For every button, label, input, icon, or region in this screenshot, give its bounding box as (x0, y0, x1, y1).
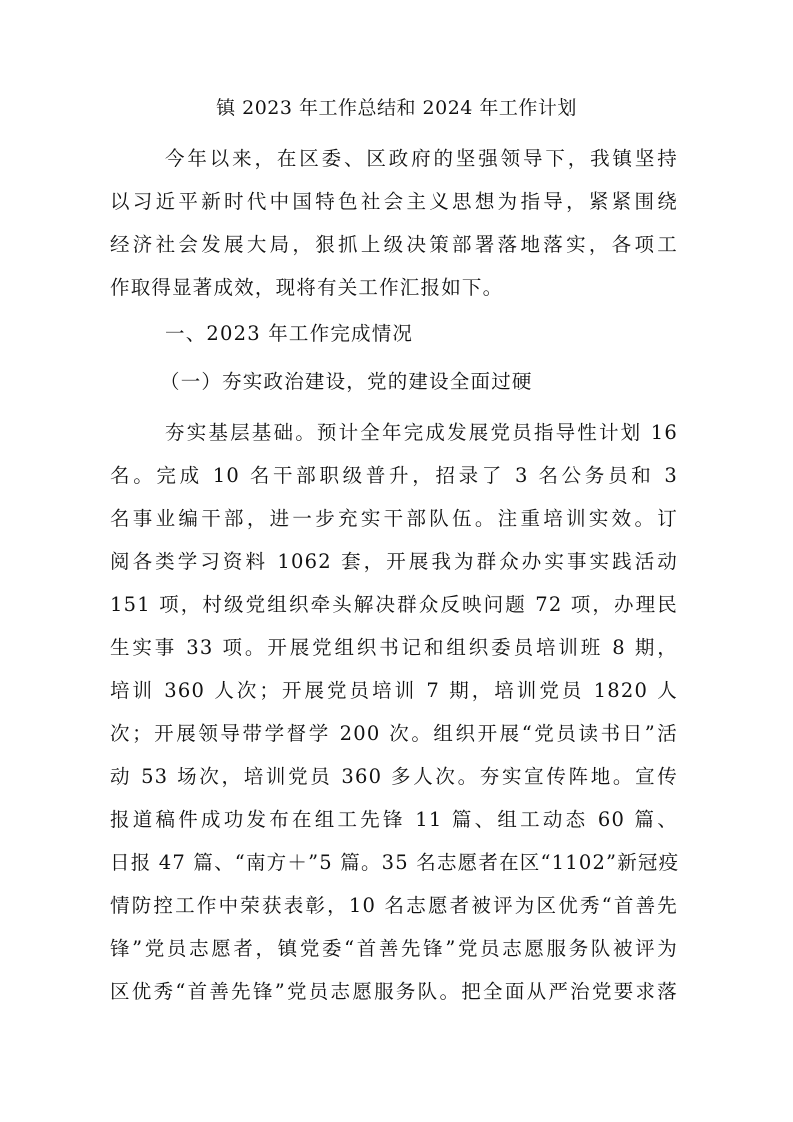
body-line: 阅各类学习资料 1062 套，开展我为群众办实事实践活动 (110, 550, 678, 573)
intro-line: 经济社会发展大局，狠抓上级决策部署落地落实，各项工 (110, 233, 678, 256)
body-line: 151 项，村级党组织牵头解决群众反映问题 72 项，办理民 (110, 593, 678, 616)
body-line: 生实事 33 项。开展党组织书记和组织委员培训班 8 期， (110, 636, 678, 659)
body-line: 夯实基层基础。预计全年完成发展党员指导性计划 16 (165, 421, 678, 444)
body-line: 区优秀“首善先锋”党员志愿服务队。把全面从严治党要求落 (110, 980, 678, 1003)
body-line: 日报 47 篇、“南方＋”5 篇。35 名志愿者在区“1102”新冠疫 (110, 851, 680, 874)
intro-line: 作取得显著成效，现将有关工作汇报如下。 (110, 276, 504, 299)
intro-line: 以习近平新时代中国特色社会主义思想为指导，紧紧围绕 (110, 190, 678, 213)
body-line: 锋”党员志愿者，镇党委“首善先锋”党员志愿服务队被评为 (110, 937, 678, 960)
intro-line: 今年以来，在区委、区政府的坚强领导下，我镇坚持 (165, 147, 678, 170)
body-line: 动 53 场次，培训党员 360 多人次。夯实宣传阵地。宣传 (110, 765, 678, 788)
body-line: 培训 360 人次；开展党员培训 7 期，培训党员 1820 人 (110, 679, 678, 702)
document-title: 镇 2023 年工作总结和 2024 年工作计划 (216, 97, 577, 119)
section-heading: 一、2023 年工作完成情况 (165, 322, 414, 345)
body-line: 次；开展领导带学督学 200 次。组织开展“党员读书日”活 (110, 722, 678, 745)
body-line: 报道稿件成功发布在组工先锋 11 篇、组工动态 60 篇、 (110, 808, 678, 831)
body-line: 情防控工作中荣获表彰，10 名志愿者被评为区优秀“首善先 (110, 894, 678, 917)
body-line: 名事业编干部，进一步充实干部队伍。注重培训实效。订 (110, 507, 678, 530)
body-line: 名。完成 10 名干部职级普升，招录了 3 名公务员和 3 (110, 464, 678, 487)
subsection-heading: （一）夯实政治建设，党的建设全面过硬 (160, 370, 533, 393)
